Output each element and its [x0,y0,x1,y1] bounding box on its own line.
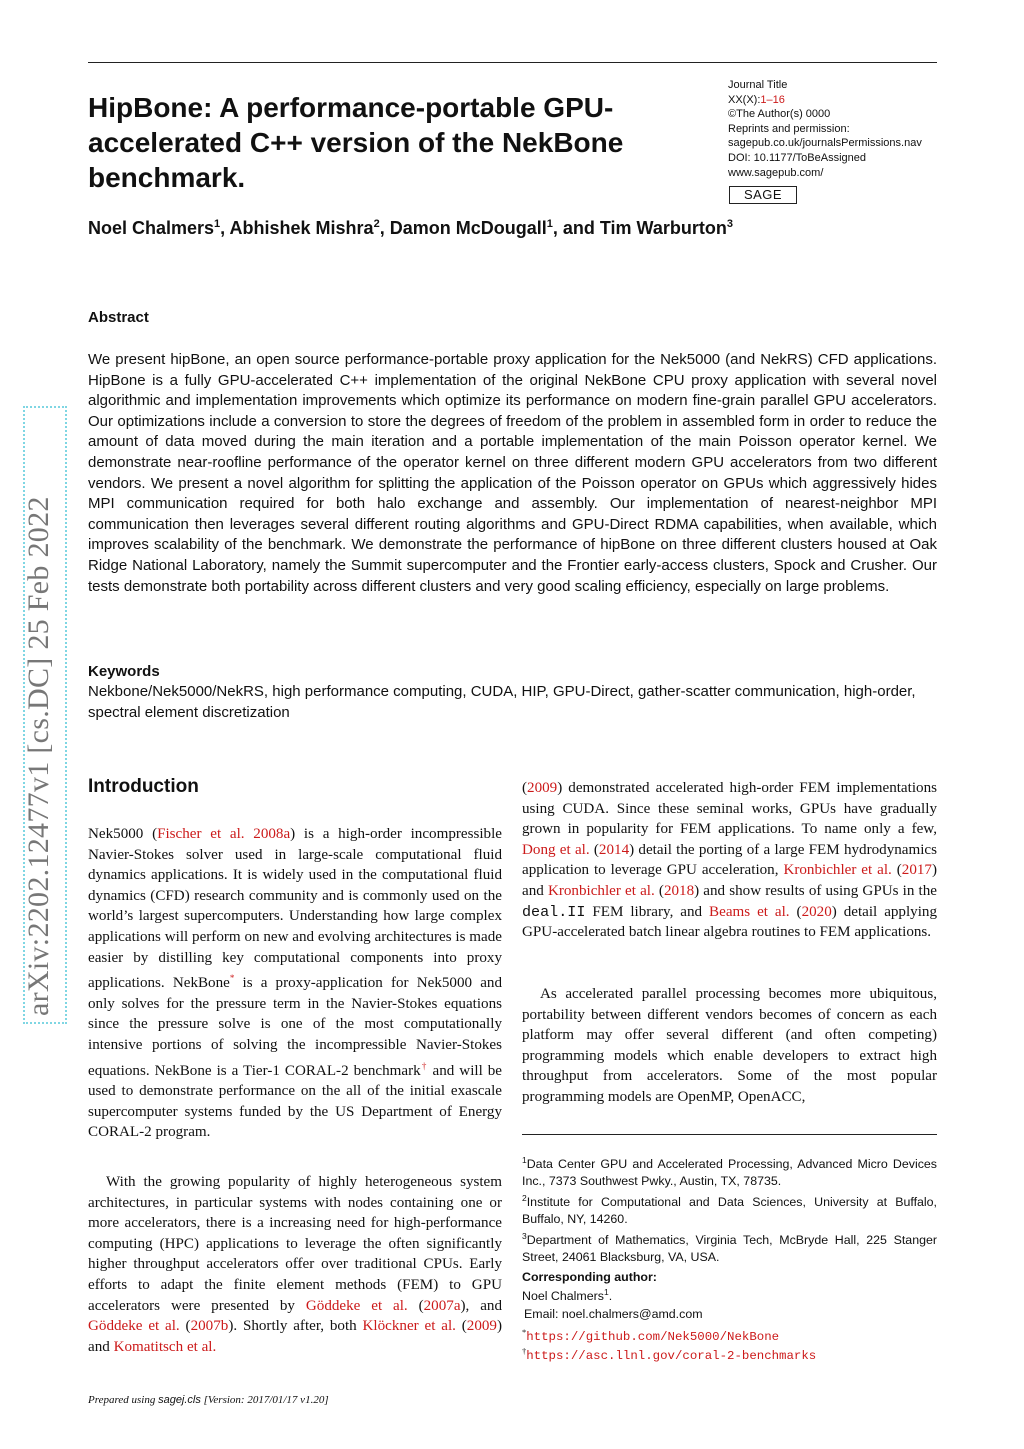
text-run: ( [589,841,599,858]
text-run: is a proxy-application for Nek5000 and only solves for the pressure term in the Navier-Stokes equations since the pressure solve is one of the most computationally intensive portions of solving the incompressible Navier-Stokes equations. NekBone is a Tier-1 CORAL-2 benchmark [88,975,502,1079]
paper-title: HipBone: A performance-portable GPU-accelerated C++ version of the NekBone benchmark. [88,92,624,193]
text-run: ( [891,862,902,879]
footer-cls: sagej.cls [158,1394,201,1406]
footnote-mark: * [522,1327,527,1337]
citation-link[interactable]: Kronbichler et al. [783,862,892,879]
affiliation-number: 3 [522,1231,527,1242]
affiliation-item [522,1190,937,1228]
corresponding-author-name: Noel Chalmers [522,1289,604,1304]
journal-title: Journal Title [728,79,788,91]
text-run: As accelerated parallel processing becomes more ubiquitous, portability between different vendors becomes of concern as each platform may offer several different (and often competing) programming models which enable developers to extract high throughput from accelerators. Some of the most popular programming models are OpenMP, OpenACC, [522,986,937,1105]
text-run: ) and show results of using GPUs in the [694,882,937,899]
footnote-url-coral[interactable]: https://asc.llnl.gov/coral-2-benchmarks [526,1349,817,1364]
arxiv-stamp[interactable]: arXiv:2202.12477v1 [cs.DC] 25 Feb 2022 [22,496,55,1016]
citation-link[interactable]: Göddeke et al. [88,1318,180,1335]
intro-paragraph-3 [522,778,937,943]
affiliation-text: Department of Mathematics, Virginia Tech, McBryde Hall, 225 Stanger Street, 24061 Blacksburg, VA, USA. [522,1233,937,1265]
affiliation-text: Institute for Computational and Data Sciences, University at Buffalo, Buffalo, NY, 14260. [522,1195,937,1227]
citation-link[interactable]: Dong et al. [522,841,590,858]
author-affiliation-sup: 1 [546,218,553,230]
keywords-heading: Keywords [88,663,160,680]
author-separator: , and [552,218,600,238]
affiliation-item [522,1152,937,1190]
citation-link[interactable]: 2007a [423,1297,461,1314]
affiliation-item [522,1228,937,1266]
journal-volume [728,93,958,108]
author-separator: , [379,218,390,238]
footer-prefix: Prepared using [88,1394,159,1406]
text-run: ) detail the porting of a large FEM hydrodynamics application to leverage GPU acceleration, [522,841,938,879]
footnote-rule [522,1134,937,1135]
website: www.sagepub.com/ [728,166,824,179]
text-run: ( [407,1297,424,1314]
text-run: and will be used to demonstrate performance on the all of the initial exascale supercomputer systems funded by the US Department of Energy CORAL-2 program. [88,1062,502,1141]
author-name: Tim Warburton [599,218,727,238]
author-name: Damon McDougall [389,218,547,238]
text-run: FEM library, and [585,903,710,920]
citation-link[interactable]: Göddeke et al. [305,1297,408,1314]
corresponding-name [522,1287,612,1303]
journal-info [728,78,958,180]
sage-logo: SAGE [729,186,797,204]
text-run: ) and [88,1318,502,1355]
corresponding-heading: Corresponding author: [522,1270,657,1284]
affiliations [522,1152,937,1266]
text-run: ( [455,1318,467,1335]
text-run: ( [789,903,802,920]
citation-link[interactable]: 2014 [598,841,630,858]
intro-paragraph-4 [522,984,937,1108]
keywords-text: Nekbone/Nek5000/NekRS, high performance computing, CUDA, HIP, GPU-Direct, gather-scatter communication, high-order, spectral element discretization [88,683,916,721]
citation-link[interactable]: 2017 [901,862,932,879]
text-run: ) detail applying GPU-accelerated batch linear algebra routines to FEM applications. [522,903,938,941]
prepared-using-footer [88,1394,329,1406]
abstract-heading: Abstract [88,309,149,326]
text-run: ) demonstrated accelerated high-order FEM implementations using CUDA. Since these seminal works, GPUs have gradually grown in popularity for FEM applications. To name only a few, [522,780,937,838]
citation-link[interactable]: Fischer et al. 2008a [157,826,291,842]
affiliation-number: 1 [522,1155,527,1165]
permissions-url: sagepub.co.uk/journalsPermissions.nav [728,137,922,150]
author-affiliation-sup: 3 [726,218,733,230]
text-run: ( [522,780,528,796]
citation-link[interactable]: Klöckner et al. [362,1318,456,1335]
footnote-mark: † [522,1346,527,1356]
citation-link[interactable]: Komatitsch et al. [113,1338,217,1355]
citation-link[interactable]: * [229,973,235,984]
reprints: Reprints and permission: [728,122,850,135]
author-name: Abhishek Mishra [229,218,374,238]
text-run: ( [654,882,664,899]
corresponding-aff-sup: 1 [603,1287,609,1297]
text-run: Nek5000 ( [88,826,158,842]
text-run: ). Shortly after, both [228,1318,363,1335]
citation-link[interactable]: 2018 [663,882,695,899]
text-run: ( [179,1318,191,1335]
text-run: With the growing popularity of highly heterogeneous system architectures, in particular systems with nodes containing one or more accelerators, there is a increasing need for high-performance computing (HPC) applications to leverage the often significantly higher throughput accelerators offer over traditional CPUs. Early efforts to adapt the finite element methods (FEM) to GPU accelerators were presented by [88,1174,502,1314]
volume-prefix: XX(X): [728,93,761,106]
author-affiliation-sup: 1 [214,218,221,230]
author-affiliation-sup: 2 [373,218,380,230]
affiliation-number: 2 [522,1193,527,1204]
corresponding-email[interactable]: Email: noel.chalmers@amd.com [524,1307,703,1321]
code-text: deal.II [522,902,586,921]
citation-link[interactable]: 2009 [527,780,558,796]
footer-version: [Version: 2017/01/17 v1.20] [200,1394,329,1406]
citation-link[interactable]: 2009 [466,1318,497,1335]
author-name: Noel Chalmers [88,218,215,238]
corresponding-name-suffix: . [608,1289,613,1304]
citation-link[interactable]: Beams et al. [709,903,790,920]
text-run: ) and [522,862,937,899]
author-separator: , [220,218,230,238]
footnote-url-nekbone[interactable]: https://github.com/Nek5000/NekBone [526,1330,780,1345]
citation-link[interactable]: 2007b [190,1318,229,1335]
copyright: ©The Author(s) 0000 [728,108,831,121]
intro-paragraph-1 [88,824,502,1143]
abstract-text: We present hipBone, an open source performance-portable proxy application for the Nek5000 (and NekRS) CFD applications. HipBone is a fully GPU-accelerated C++ implementation of the original NekBone CPU proxy application with several novel algorithmic and implementation improvements which optimize its performance on modern fine-grain parallel GPU accelerators. Our optimizations include a conversion to store the degrees of freedom of the problem in assembled form in order to reduce the amount of data moved during the main iteration and a portable implementation of the main Poisson operator kernel. We demonstrate near-roofline performance of the operator kernel on three different modern GPU accelerators from two different vendors. We present a novel algorithm for splitting the application of the Poisson operator on GPUs which aggressively hides MPI communication required for both halo exchange and assembly. Our implementation of nearest-neighbor MPI communication then leverages several different routing algorithms and GPU-Direct RDMA capabilities, when available, which improves scalability of the benchmark. We demonstrate the performance of hipBone on three different clusters housed at Oak Ridge National Laboratory, namely the Summit supercomputer and the Frontier early-access clusters, Spock and Crusher. Our tests demonstrate both portability across different clusters and very good scaling efficiency, especially on large problems. [88,351,937,595]
citation-link[interactable]: † [420,1060,428,1071]
citation-link[interactable]: 2020 [801,903,832,920]
text-run: ) is a high-order incompressible Navier-Stokes solver used in large-scale computational fluid dynamics applications. It is widely used in the computational fluid dynamics (CFD) research community and is commonly used on the world’s largest supercomputers. Understanding how large complex applications will perform on new and evolving architectures is made easier by distilling key computational components into proxy applications. NekBone [88,826,502,992]
top-rule [88,62,937,63]
intro-paragraph-2 [88,1172,502,1357]
affiliation-text: Data Center GPU and Accelerated Processing, Advanced Micro Devices Inc., 7373 Southwest Pwky., Austin, TX, 78735. [522,1157,937,1189]
footnote-nekbone [522,1327,779,1344]
footnote-coral [522,1346,816,1363]
author-list [88,218,733,239]
introduction-heading: Introduction [88,776,199,797]
doi: DOI: 10.1177/ToBeAssigned [728,151,866,164]
page-range-link[interactable]: 1–16 [760,93,785,106]
citation-link[interactable]: Kronbichler et al. [547,882,655,899]
text-run: ), and [460,1297,502,1314]
